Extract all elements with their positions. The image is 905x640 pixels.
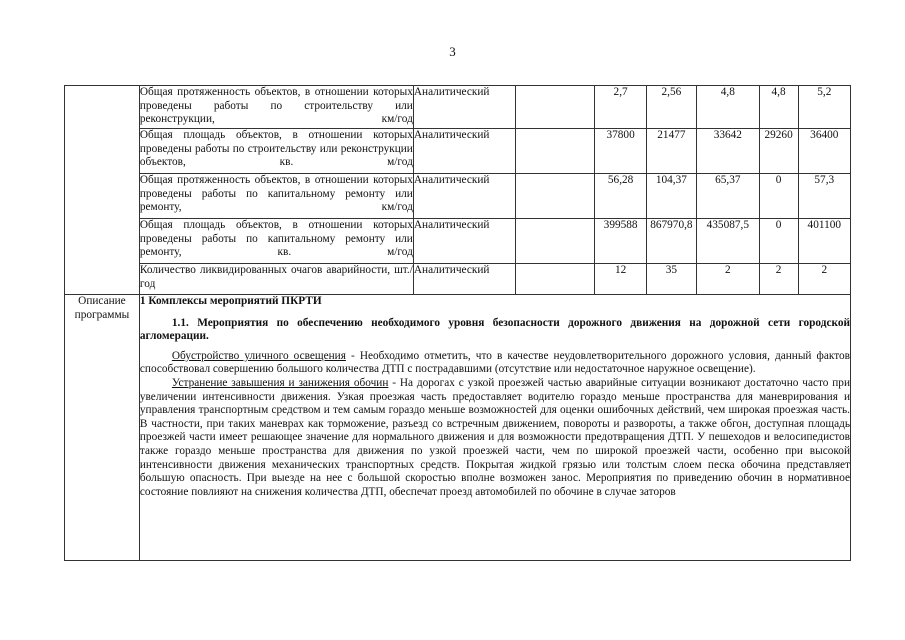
value-cell: 4,8 (697, 86, 760, 129)
value-cell: 2 (759, 264, 798, 295)
value-cell: 33642 (697, 129, 760, 174)
value-cell: 2 (697, 264, 760, 295)
method-cell: Аналитический (413, 219, 516, 264)
table-row (65, 86, 851, 129)
description-row (65, 295, 851, 561)
value-cell: 401100 (798, 219, 850, 264)
value-cell: 2,56 (646, 86, 696, 129)
value-cell: 4,8 (759, 86, 798, 129)
subsection-title: 1.1. Мероприятия по обеспечению необходимого уровня безопасности дорожного движения на дорожной сети городской агломерации. (139, 316, 850, 343)
description-content (139, 295, 850, 561)
section-title: 1 Комплексы мероприятий ПКРТИ (139, 295, 322, 307)
value-cell: 104,37 (646, 174, 696, 219)
value-cell: 0 (759, 219, 798, 264)
indicator-name: Общая протяженность объектов, в отношении которых проведены работы по капитальному ремонту или ремонту, км/год (139, 174, 413, 219)
value-cell (516, 264, 595, 295)
table-row (65, 219, 851, 264)
value-cell: 57,3 (798, 174, 850, 219)
program-table (64, 85, 851, 561)
value-cell: 36400 (798, 129, 850, 174)
value-cell: 21477 (646, 129, 696, 174)
shoulders-title: Устранение завышения и занижения обочин (171, 376, 389, 389)
value-cell: 56,28 (595, 174, 646, 219)
value-cell (516, 174, 595, 219)
value-cell: 35 (646, 264, 696, 295)
method-cell: Аналитический (413, 174, 516, 219)
description-label: Описание программы (65, 295, 140, 561)
value-cell: 5,2 (798, 86, 850, 129)
method-cell: Аналитический (413, 86, 516, 129)
method-cell: Аналитический (413, 264, 516, 295)
indicator-name: Общая площадь объектов, в отношении которых проведены работы по капитальному ремонту или ремонту, кв. м/год (139, 219, 413, 264)
value-cell: 29260 (759, 129, 798, 174)
paragraph-shoulders (140, 377, 850, 499)
lighting-text: - Необходимо отметить, что в качестве неудовлетворительного дорожного условия, данный фактов способствовал совершению большого количества ДТП с пострадавшими (отсутствие или недостаточное наружное освещение). (139, 349, 850, 376)
value-cell: 12 (595, 264, 646, 295)
table-row (65, 264, 851, 295)
indicator-name: Общая протяженность объектов, в отношении которых проведены работы по строительству или реконструкции, км/год (139, 86, 413, 129)
value-cell: 37800 (595, 129, 646, 174)
lighting-title: Обустройство уличного освещения (171, 349, 346, 362)
shoulders-text: - На дорогах с узкой проезжей частью аварийные ситуации возникают достаточно часто при увеличении интенсивности движения. Узкая проезжая часть предоставляет водителю гораздо меньше пространства для маневрирования и управления транспортным средством и тем самым гораздо меньше возможностей для оценки ошибочных действий, чем широкая проезжая часть. В частности, при таких маневрах как торможение, разъезд со встречным движением, повороты и развороты, а также обгон, доступная площадь проезжей части имеет решающее значение для нормального движения и для возможности предотвращения ДТП. У пешеходов и велосипедистов также гораздо меньше пространства для движения по узкой проезжей части, чем по широкой проезжей части, особенно при высокой интенсивности движения механических транспортных средств. Покрытая жидкой грязью или толстым слоем песка обочина представляет большую опасность. При выезде на нее с большой скоростью вполне возможен занос. Мероприятия по приведению обочин в нормативное состояние повлияют на снижения количества ДТП, обеспечат проезд автомобилей по обочине в случае заторов (139, 376, 850, 498)
value-cell (516, 86, 595, 129)
value-cell: 0 (759, 174, 798, 219)
value-cell: 65,37 (697, 174, 760, 219)
paragraph-lighting (140, 350, 850, 377)
value-cell (516, 129, 595, 174)
method-cell: Аналитический (413, 129, 516, 174)
indicator-name: Общая площадь объектов, в отношении которых проведены работы по строительству или реконструкции объектов, кв. м/год (139, 129, 413, 174)
table-row (65, 174, 851, 219)
value-cell: 867970,8 (646, 219, 696, 264)
value-cell (516, 219, 595, 264)
page-number: 3 (449, 44, 456, 59)
table-row (65, 129, 851, 174)
value-cell: 435087,5 (697, 219, 760, 264)
indicator-name: Количество ликвидированных очагов аварийности, шт./год (139, 264, 413, 295)
value-cell: 2 (798, 264, 850, 295)
value-cell: 2,7 (595, 86, 646, 129)
empty-label-cell (65, 86, 140, 295)
value-cell: 399588 (595, 219, 646, 264)
